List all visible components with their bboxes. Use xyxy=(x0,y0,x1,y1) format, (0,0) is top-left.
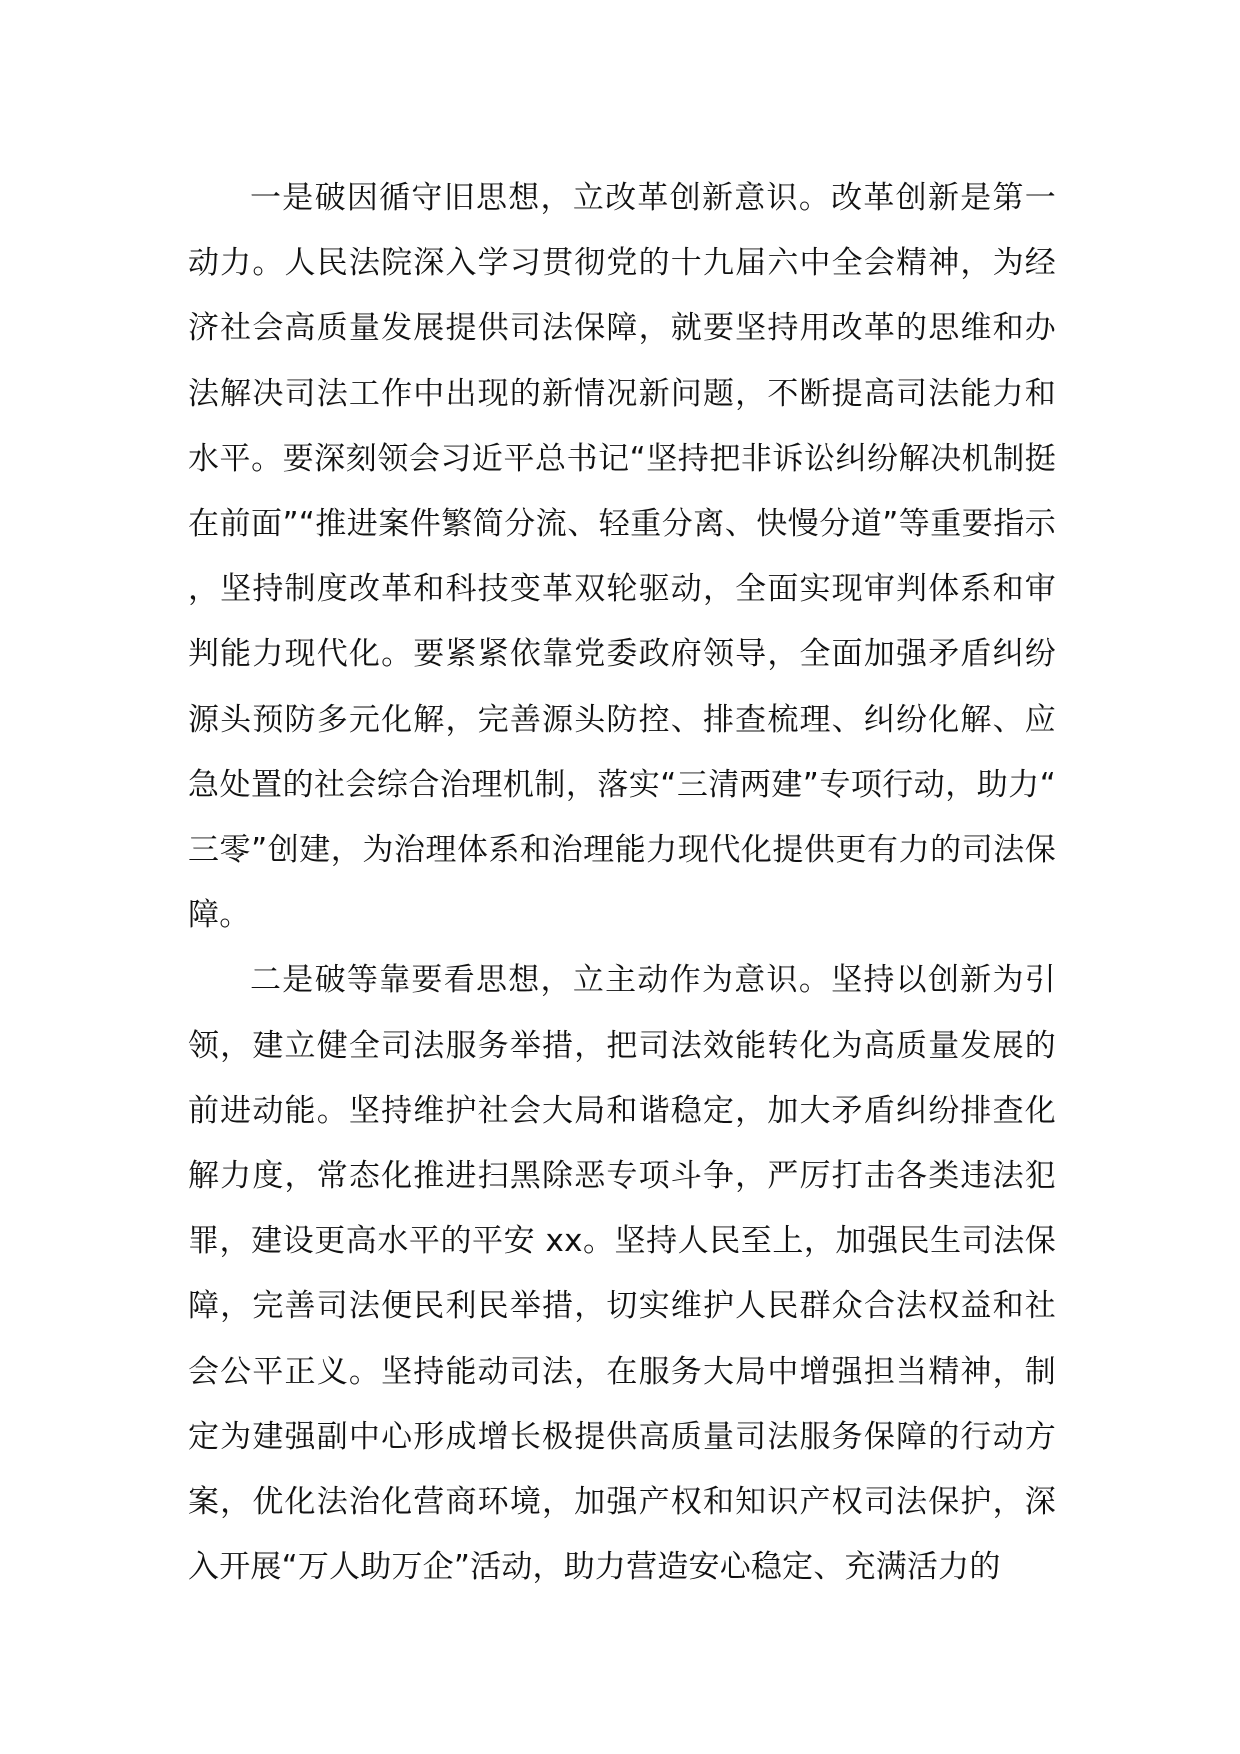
paragraph-1: 一是破因循守旧思想，立改革创新意识。改革创新是第一动力。人民法院深入学习贯彻党的十九届六中全会精神，为经济社会高质量发展提供司法保障，就要坚持用改革的思维和办法解决司法工作中出现的新情况新问题，不断提高司法能力和水平。要深刻领会习近平总书记“坚持把非诉讼纠纷解决机制挺在前面”“推进案件繁简分流、轻重分离、快慢分道”等重要指示，坚持制度改革和科技变革双轮驱动，全面实现审判体系和审判能力现代化。要紧紧依靠党委政府领导，全面加强矛盾纠纷源头预防多元化解，完善源头防控、排查梳理、纠纷化解、应急处置的社会综合治理机制，落实“三清两建”专项行动，助力“三零”创建，为治理体系和治理能力现代化提供更有力的司法保障。 xyxy=(188,180,1056,934)
document-body xyxy=(188,166,1056,1600)
paragraph-2: 二是破等靠要看思想，立主动作为意识。坚持以创新为引领，建立健全司法服务举措，把司法效能转化为高质量发展的前进动能。坚持维护社会大局和谐稳定，加大矛盾纠纷排查化解力度，常态化推进扫黑除恶专项斗争，严厉打击各类违法犯罪，建设更高水平的平安 xx。坚持人民至上，加强民生司法保障，完善司法便民利民举措，切实维护人民群众合法权益和社会公平正义。坚持能动司法，在服务大局中增强担当精神，制定为建强副中心形成增长极提供高质量司法服务保障的行动方案，优化法治化营商环境，加强产权和知识产权司法保护，深入开展“万人助万企”活动，助力营造安心稳定、充满活力的 xyxy=(188,962,1056,1586)
